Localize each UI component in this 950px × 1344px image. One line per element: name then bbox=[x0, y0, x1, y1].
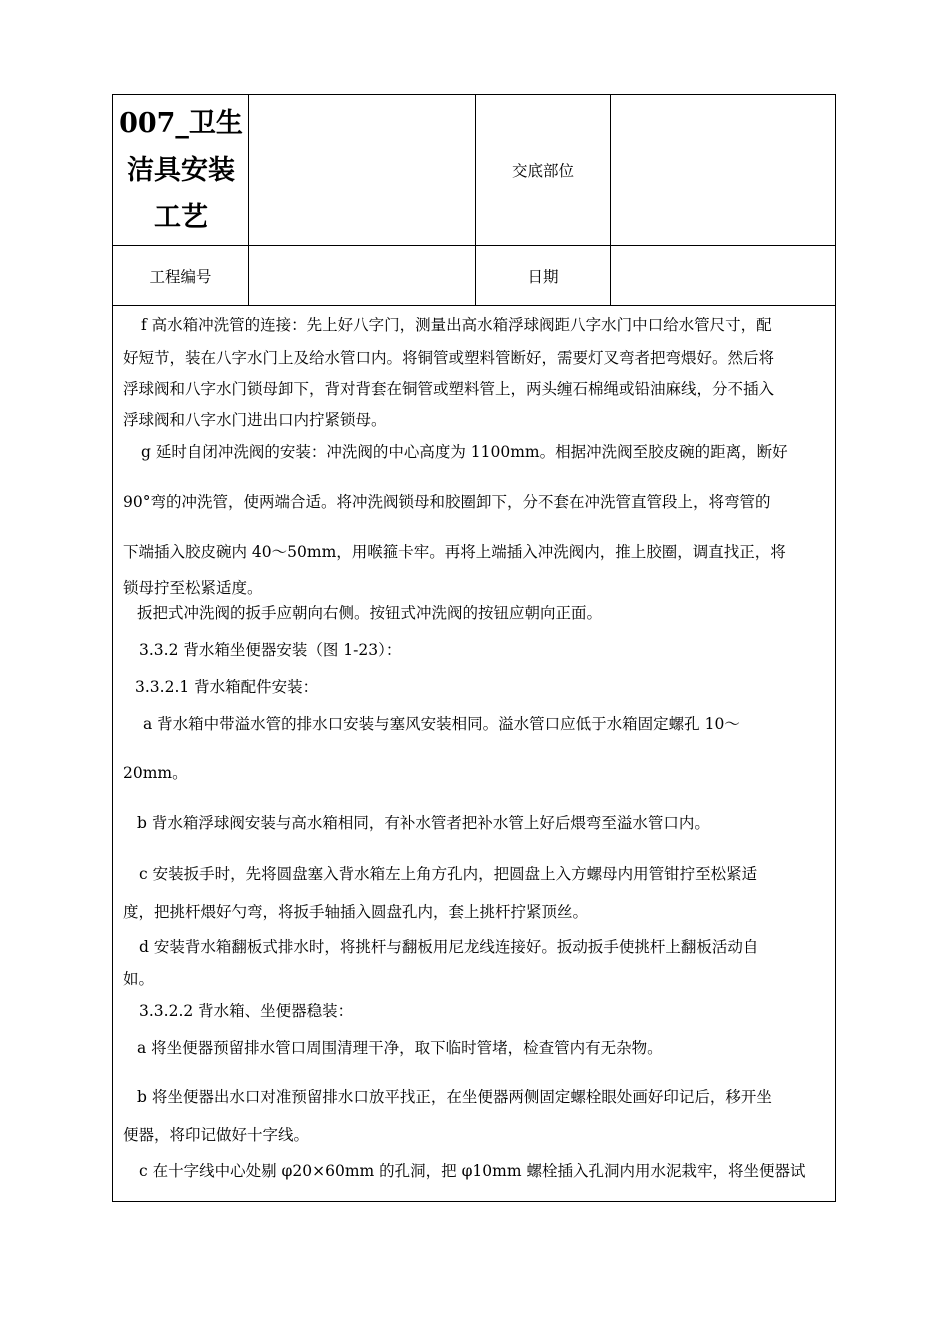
project-number-label: 工程编号 bbox=[149, 267, 212, 286]
body-line: a 背水箱中带溢水管的排水口安装与塞风安装相同。溢水管口应低于水箱固定螺孔 10～ bbox=[143, 715, 740, 733]
body-line: c 安装扳手时，先将圆盘塞入背水箱左上角方孔内，把圆盘上入方螺母内用管钳拧至松紧适 bbox=[139, 865, 758, 883]
title-line-1: 007_卫生 bbox=[119, 107, 243, 139]
body-line: 锁母拧至松紧适度。 bbox=[123, 579, 263, 597]
form-frame bbox=[112, 94, 836, 1202]
body-line: b 将坐便器出水口对准预留排水口放平找正，在坐便器两侧固定螺栓眼处画好印记后，移开坐 bbox=[137, 1088, 772, 1106]
title-line-2: 洁具安装 bbox=[127, 154, 235, 186]
grid-vline-3 bbox=[610, 95, 611, 305]
body-line: 90°弯的冲洗管，使两端合适。将冲洗阀锁母和胶圈卸下，分不套在冲洗管直管段上，将弯管的 bbox=[123, 493, 771, 511]
body-line: a 将坐便器预留排水管口周围清理干净，取下临时管堵，检查管内有无杂物。 bbox=[137, 1039, 663, 1057]
body-line: 3.3.2.2 背水箱、坐便器稳装： bbox=[139, 1002, 354, 1020]
body-line: 下端插入胶皮碗内 40～50mm，用喉箍卡牢。再将上端插入冲洗阀内，推上胶圈，调直找正，将 bbox=[123, 543, 786, 561]
body-line: 浮球阀和八字水门锁母卸下，背对背套在铜管或塑料管上，两头缠石棉绳或铅油麻线，分不插入 bbox=[123, 380, 775, 398]
location-label: 交底部位 bbox=[511, 162, 574, 180]
document-title bbox=[113, 95, 249, 245]
body-line: 扳把式冲洗阀的扳手应朝向右侧。按钮式冲洗阀的按钮应朝向正面。 bbox=[137, 604, 603, 622]
body-line: 3.3.2 背水箱坐便器安装（图 1-23）： bbox=[139, 641, 402, 659]
body-line: 3.3.2.1 背水箱配件安装： bbox=[135, 678, 319, 696]
body-line: 便器，将印记做好十字线。 bbox=[123, 1126, 310, 1144]
body-line: b 背水箱浮球阀安装与高水箱相同，有补水管者把补水管上好后煨弯至溢水管口内。 bbox=[137, 814, 710, 832]
grid-hline-2 bbox=[113, 305, 835, 306]
body-line: g 延时自闭冲洗阀的安装：冲洗阀的中心高度为 1100mm。相据冲洗阀至胶皮碗的距离，断好 bbox=[141, 443, 788, 461]
title-line-3: 工艺 bbox=[154, 201, 208, 233]
body-line: f 高水箱冲洗管的连接：先上好八字门，测量出高水箱浮球阀距八字水门中口给水管尺寸，配 bbox=[141, 316, 772, 334]
body-line: 度，把挑杆煨好勺弯，将扳手轴插入圆盘孔内，套上挑杆拧紧顶丝。 bbox=[123, 903, 589, 921]
body-line: 20mm。 bbox=[123, 764, 188, 782]
date-label: 日期 bbox=[527, 267, 559, 286]
body-line: c 在十字线中心处剔 φ20×60mm 的孔洞，把 φ10mm 螺栓插入孔洞内用水泥栽牢，将坐便器试 bbox=[139, 1162, 806, 1180]
body-line: 好短节，装在八字水门上及给水管口内。将铜管或塑料管断好，需要灯叉弯者把弯煨好。然后将 bbox=[123, 349, 775, 367]
body-line: 浮球阀和八字水门进出口内拧紧锁母。 bbox=[123, 411, 387, 429]
body-line: d 安装背水箱翻板式排水时，将挑杆与翻板用尼龙线连接好。扳动扳手使挑杆上翻板活动自 bbox=[139, 938, 759, 956]
body-line: 如。 bbox=[123, 970, 155, 988]
